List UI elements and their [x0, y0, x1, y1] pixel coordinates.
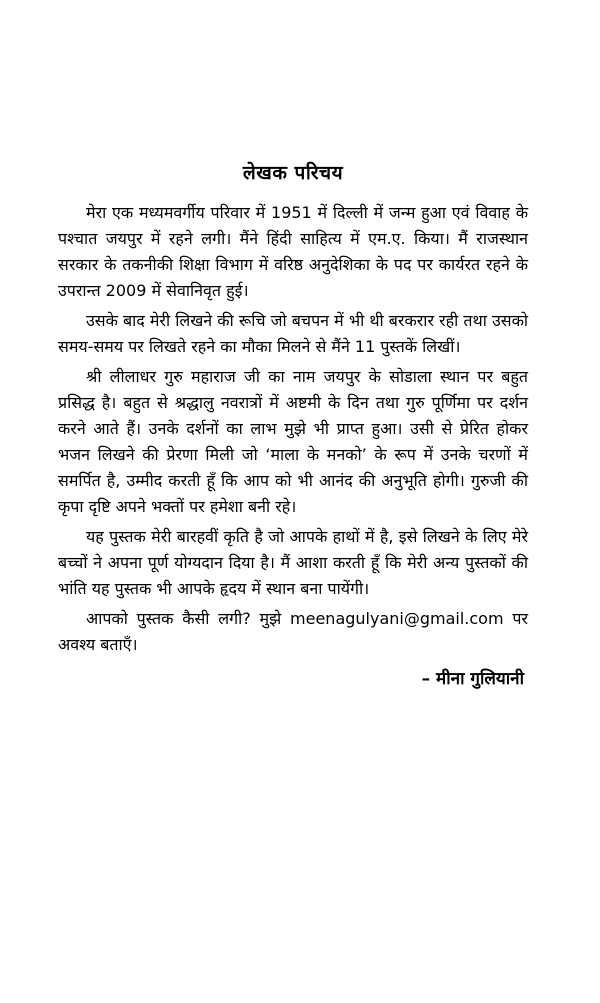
paragraph-writing-interest: उसके बाद मेरी लिखने की रूचि जो बचपन में भी थी बरकरार रही तथा उसको समय-समय पर लिखते रहने का मौका मिलने से मैंने 11 पुस्तकें लिखीं।	[58, 311, 528, 356]
paragraph-guru: श्री लीलाधर गुरु महाराज जी का नाम जयपुर के सोडाला स्थान पर बहुत प्रसिद्ध है। बहुत से श्रद्धालु नवरात्रों में अष्टमी के दिन तथा गुरु पूर्णिमा पर दर्शन करने आते हैं। उनके दर्शनों का लाभ मुझे भी प्राप्त हुआ। उसी से प्रेरित होकर भजन लिखने की प्रेरणा मिली जो ‘माला के मनको’ के रूप में उनके चरणों में समर्पित है, उम्मीद करती हूँ कि आप को भी आनंद की अनुभूति होगी। गुरुजी की कृपा दृष्टि अपने भक्तों पर हमेशा बनी रहे।	[58, 367, 528, 516]
paragraph-book: यह पुस्तक मेरी बारहवीं कृति है जो आपके हाथों में है, इसे लिखने के लिए मेरे बच्चों ने अपना पूर्ण योग्यदान दिया है। मैं आशा करती हूँ कि मेरी अन्य पुस्तकों की भांति यह पुस्तक भी आपके हृदय में स्थान बना पायेंगी।	[58, 527, 528, 598]
paragraph-background: मेरा एक मध्यमवर्गीय परिवार में 1951 में दिल्ली में जन्म हुआ एवं विवाह के पश्चात जयपुर में रहने लगी। मैंने हिंदी साहित्य में एम.ए. किया। मैं राजस्थान सरकार के तकनीकी शिक्षा विभाग में वरिष्ठ अनुदेशिका के पद पर कार्यरत रहने के उपरान्त 2009 में सेवानिवृत हुई।	[58, 203, 528, 300]
author-signature: – मीना गुलियानी	[421, 669, 524, 689]
page-title: लेखक परिचय	[242, 162, 344, 184]
author-introduction-page	[58, 160, 528, 692]
paragraph-contact: आपको पुस्तक कैसी लगी? मुझे meenagulyani@gmail.com पर अवश्य बताएँ।	[58, 609, 528, 654]
